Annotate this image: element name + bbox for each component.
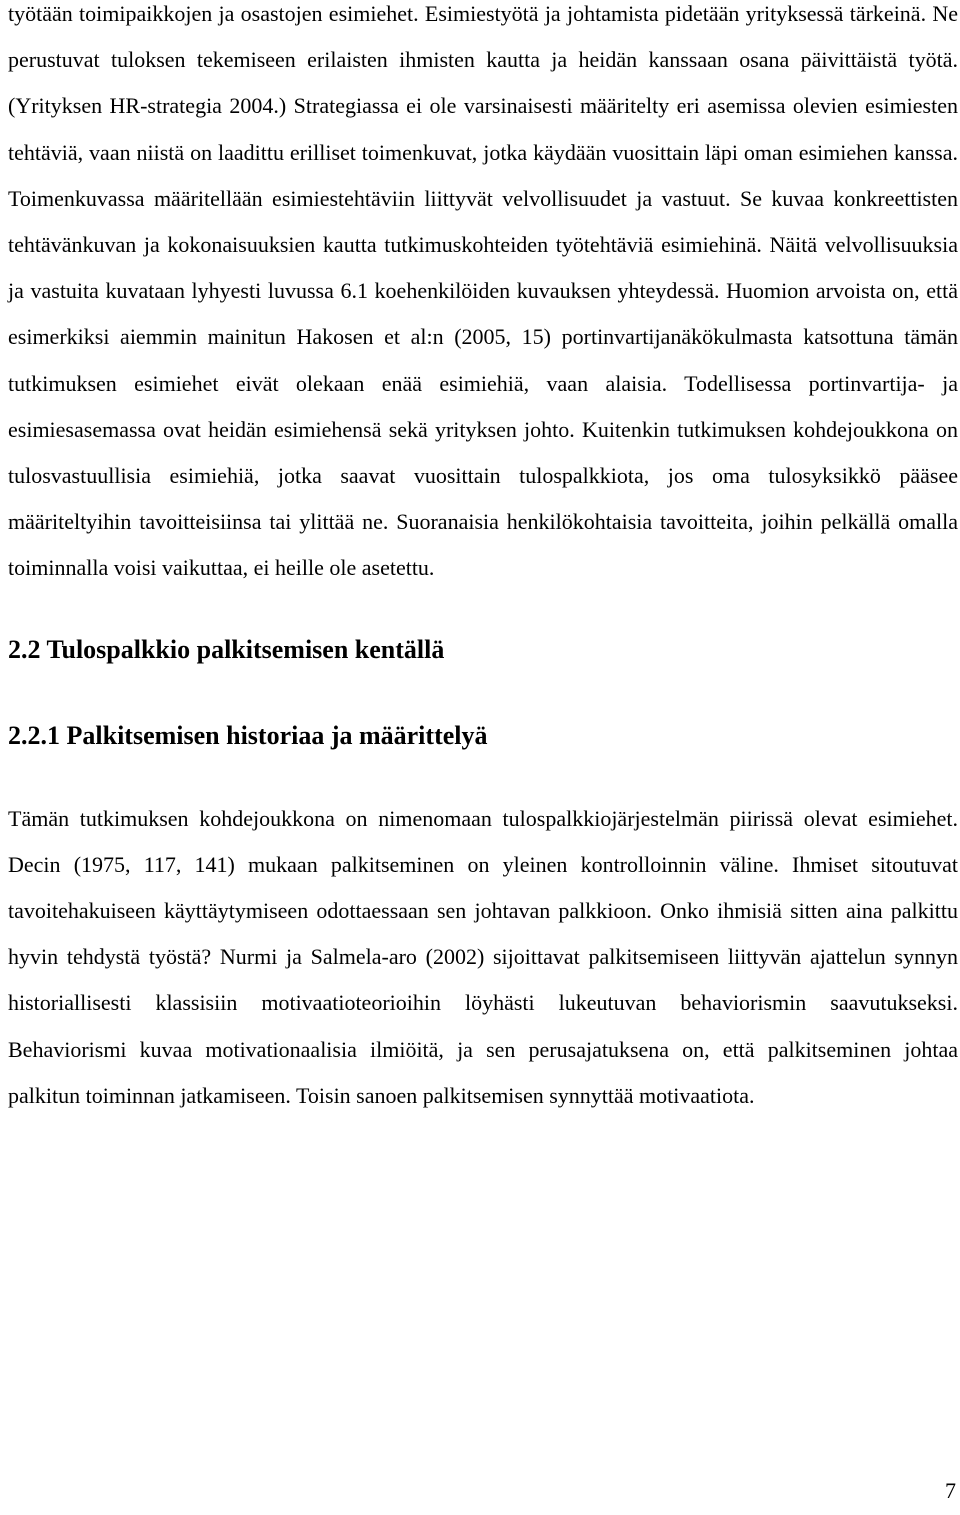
body-paragraph: työtään toimipaikkojen ja osastojen esimiehet. Esimiestyötä ja johtamista pidetään yrityksessä tärkeinä. Ne perustuvat tuloksen tekemiseen erilaisten ihmisten kautta ja heidän kanssaan osana päivittäistä työtä. (Yrityksen HR-strategia 2004.) Strategiassa ei ole varsinaisesti määritelty eri asemissa olevien esimiesten tehtäviä, vaan niistä on laadittu erilliset toimenkuvat, jotka käydään vuosittain läpi oman esimiehen kanssa. Toimenkuvassa määritellään esimiestehtäviin liittyvät velvollisuudet ja vastuut. Se kuvaa konkreettisten tehtävänkuvan ja kokonaisuuksien kautta tutkimuskohteiden työtehtäviä esimiehinä. Näitä velvollisuuksia ja vastuita kuvataan lyhyesti luvussa 6.1 koehenkilöiden kuvauksen yhteydessä. Huomion arvoista on, että esimerkiksi aiemmin mainitun Hakosen et al:n (2005, 15) portinvartijanäkökulmasta katsottuna tämän tutkimuksen esimiehet eivät olekaan enää esimiehiä, vaan alaisia. Todellisessa portinvartija- ja esimiesasemassa ovat heidän esimiehensä sekä yrityksen johto. Kuitenkin tutkimuksen kohdejoukkona on tulosvastuullisia esimiehiä, jotka saavat vuosittain tulospalkkiota, jos oma tulosyksikkö pääsee määriteltyihin tavoitteisiinsa tai ylittää ne. Suoranaisia henkilökohtaisia tavoitteita, joihin pelkällä omalla toiminnalla voisi vaikuttaa, ei heille ole asetettu.: [8, 1, 958, 581]
subsection-heading: 2.2.1 Palkitsemisen historiaa ja määrittelyä: [8, 720, 488, 750]
section-heading: 2.2 Tulospalkkio palkitsemisen kentällä: [8, 634, 445, 664]
document-page: [8, 0, 958, 1119]
page-number: 7: [945, 1478, 956, 1503]
body-paragraph-2: Tämän tutkimuksen kohdejoukkona on nimenomaan tulospalkkiojärjestelmän piirissä olevat esimiehet. Decin (1975, 117, 141) mukaan palkitseminen on yleinen kontrolloinnin väline. Ihmiset sitoutuvat tavoitehakuiseen käyttäytymiseen odottaessaan sen johtavan palkkioon. Onko ihmisiä sitten aina palkittu hyvin tehdystä työstä? Nurmi ja Salmela-aro (2002) sijoittavat palkitsemiseen liittyvän ajattelun synnyn historiallisesti klassisiin motivaatioteorioihin löyhästi lukeutuvan behaviorismin saavutukseksi. Behaviorismi kuvaa motivationaalisia ilmiöitä, ja sen perusajatuksena on, että palkitseminen johtaa palkitun toiminnan jatkamiseen. Toisin sanoen palkitsemisen synnyttää motivaatiota.: [8, 805, 958, 1108]
